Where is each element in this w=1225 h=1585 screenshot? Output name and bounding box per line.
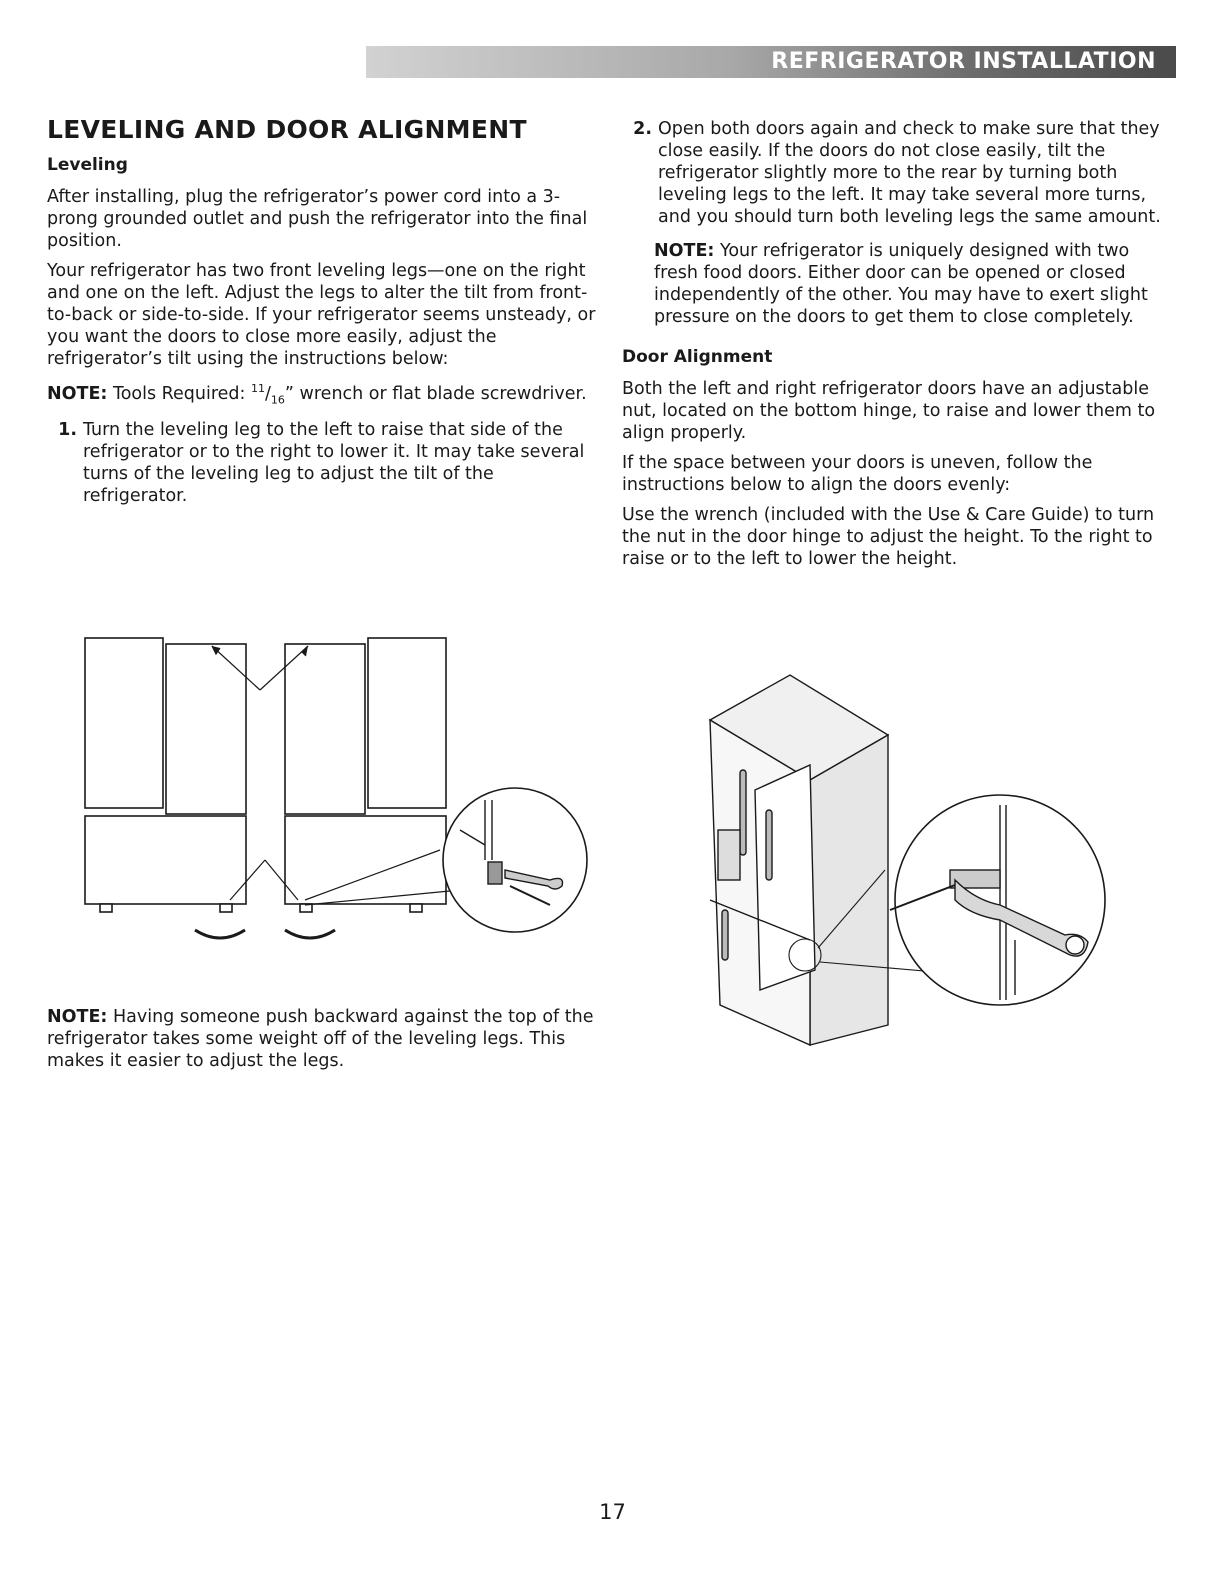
note-label: NOTE:	[654, 241, 715, 261]
leveling-heading: Leveling	[47, 155, 128, 175]
door-alignment-heading: Door Alignment	[622, 347, 773, 367]
zoom-circle	[443, 788, 587, 932]
section-title: REFRIGERATOR INSTALLATION	[771, 49, 1156, 74]
right-fridge-drawer	[285, 816, 446, 904]
leveling-paragraph-2: Your refrigerator has two front leveling legs—one on the right and one on the left. Adjust the legs to alter the tilt from front-to-back or side-to-side. If your refrigerator seems unsteady, or you want the doors to close more easily, adjust the refrigerator’s tilt using the instructions below:	[47, 261, 596, 369]
tools-note-text-a: Tools Required:	[107, 383, 252, 404]
leveling-paragraph-1: After installing, plug the refrigerator’s power cord into a 3-prong grounded outlet and push the refrigerator into the final position.	[47, 187, 588, 251]
fraction-denominator: 16	[270, 393, 285, 407]
step-number: 1.	[58, 420, 77, 441]
step-text: Turn the leveling leg to the left to raise that side of the refrigerator or to the right to lower it. It may take several turns of the leveling leg to adjust the tilt of the refrigerator.	[83, 420, 585, 507]
leveling-legs-diagram	[80, 630, 590, 950]
step-2	[622, 118, 1172, 228]
step-number: 2.	[633, 119, 652, 139]
left-column	[47, 114, 602, 515]
right-column	[622, 118, 1172, 578]
right-fridge-door-right	[368, 638, 446, 808]
tools-note-text-b: ” wrench or flat blade screwdriver.	[284, 383, 587, 404]
step-1	[47, 419, 602, 507]
note-label: NOTE:	[47, 383, 108, 404]
note-text: Having someone push backward against the top of the refrigerator takes some weight off of the leveling legs. This makes it easier to adjust the legs.	[47, 1007, 594, 1071]
left-fridge-door-left	[85, 638, 163, 808]
note-label: NOTE:	[47, 1007, 108, 1027]
fraction-numerator: 11	[251, 382, 266, 395]
tools-note: NOTE: Tools Required: $^{11}/_{16}$” wrench or flat blade screwdriver.	[47, 382, 587, 407]
section-header-bar	[366, 46, 1176, 78]
door-alignment-diagram	[700, 670, 1120, 1070]
left-fridge-door-right	[166, 644, 246, 814]
page-number: 17	[599, 1500, 626, 1524]
door-paragraph-3: Use the wrench (included with the Use & Care Guide) to turn the nut in the door hinge to adjust the height. To the right to raise or to the left to lower the height.	[622, 505, 1155, 569]
door-paragraph-2: If the space between your doors is uneven, follow the instructions below to align the doors evenly:	[622, 453, 1093, 495]
left-fridge-foot-right	[220, 904, 232, 912]
doors-note	[654, 240, 1172, 328]
right-fridge-door-left	[285, 644, 365, 814]
door-paragraph-1: Both the left and right refrigerator doors have an adjustable nut, located on the bottom hinge, to raise and lower them to align properly.	[622, 379, 1156, 443]
left-fridge-foot	[100, 904, 112, 912]
left-fridge-drawer	[85, 816, 246, 904]
note-text: Your refrigerator is uniquely designed with two fresh food doors. Either door can be opened or closed independently of the other. You may have to exert slight pressure on the doors to get them to close completely.	[654, 241, 1148, 327]
left-bottom-note	[47, 1006, 607, 1072]
step-text: Open both doors again and check to make sure that they close easily. If the doors do not close easily, tilt the refrigerator slightly more to the rear by turning both leveling legs to the left. It may take several more turns, and you should turn both leveling legs the same amount.	[658, 119, 1161, 227]
page-title: LEVELING AND DOOR ALIGNMENT	[47, 115, 527, 144]
right-fridge-foot-right	[410, 904, 422, 912]
